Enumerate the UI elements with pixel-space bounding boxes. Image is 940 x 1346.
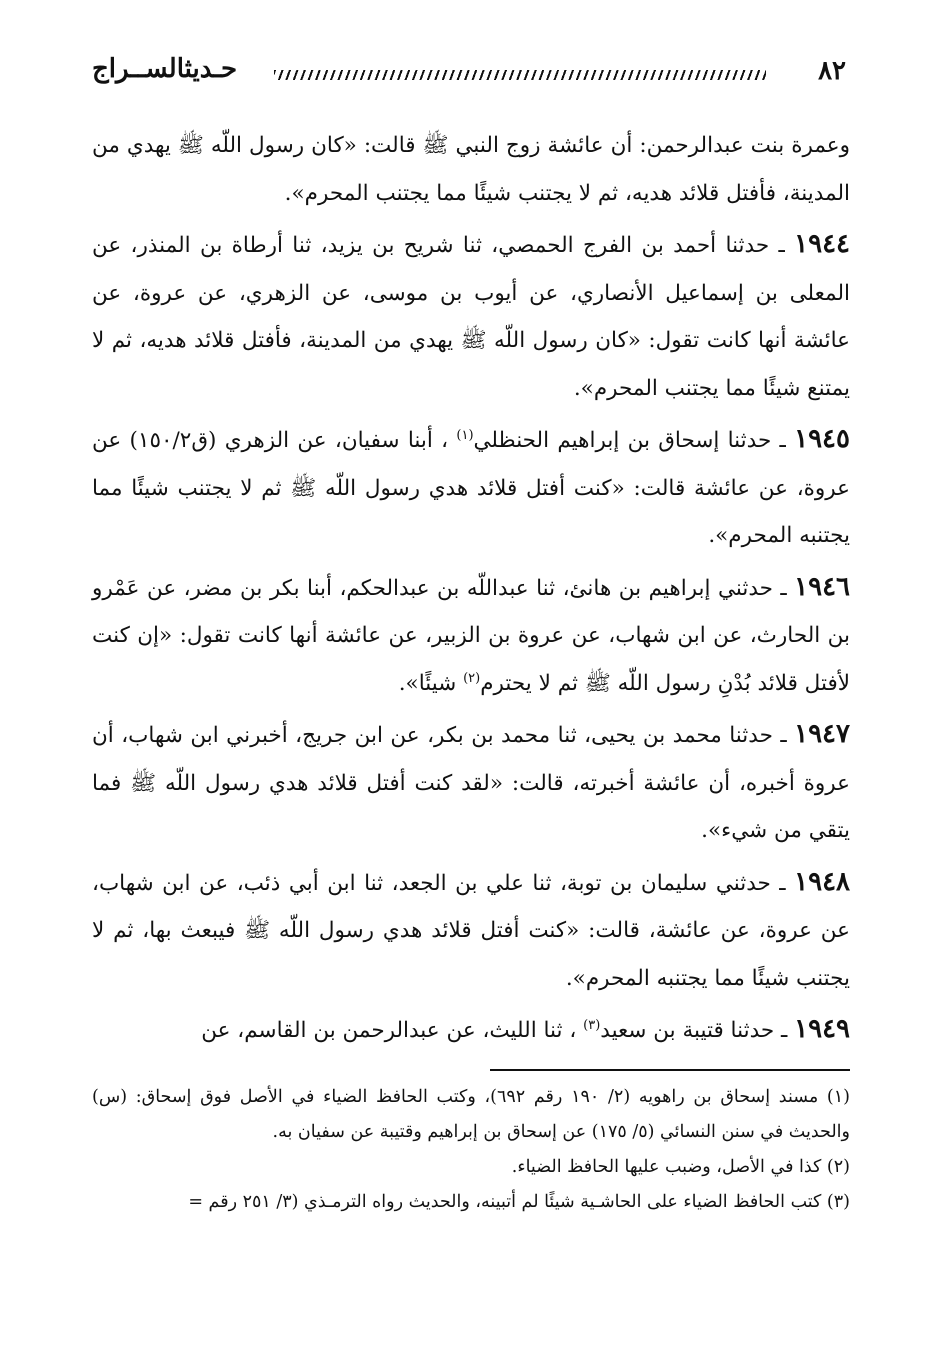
hadith-1947 bbox=[92, 711, 850, 855]
footnotes bbox=[92, 1080, 850, 1220]
footnote-2: (٢) كذا في الأصل، وضبب عليها الحافظ الضياء. bbox=[511, 1157, 850, 1177]
footnote-ref[interactable]: (٣) bbox=[583, 1017, 601, 1033]
hadith-number: ١٩٤٥ bbox=[794, 424, 850, 454]
hadith-number: ١٩٤٩ bbox=[794, 1014, 850, 1044]
running-title: حـديثالســراج bbox=[92, 54, 238, 84]
hadith-number: ١٩٤٤ bbox=[794, 229, 850, 259]
footnote-3: (٣) كتب الحافظ الضياء على الحاشـية شيئًا لم أتبينه، والحديث رواه الترمـذي (٣/ ٢٥١ رقم = bbox=[188, 1192, 850, 1212]
paragraph-text: ـ حدثنا إسحاق بن إبراهيم الحنظلي bbox=[473, 428, 786, 453]
footnote-ref[interactable]: (١) bbox=[456, 427, 474, 443]
main-text bbox=[92, 122, 850, 1055]
hadith-1948 bbox=[92, 859, 850, 1003]
paragraph-text: ـ حدثني سليمان بن توبة، ثنا علي بن الجعد، ثنا ابن أبي ذئب، عن ابن شهاب، عن عروة، عن عائشة، قالت: «كنت أفتل قلائد هدي رسول اللّه ﷺ فيبعث بها، ثم لا يجتنب شيئًا مما يجتنبه المحرم». bbox=[92, 870, 850, 991]
paragraph-text: وعمرة بنت عبدالرحمن: أن عائشة زوج النبي ﷺ قالت: «كان رسول اللّه ﷺ يهدي من المدينة، فأفتل قلائد هديه، ثم لا يجتنب شيئًا مما يجتنب المحرم». bbox=[92, 133, 850, 206]
paragraph-text: شيئًا». bbox=[398, 670, 457, 696]
hadith-1946 bbox=[92, 564, 850, 708]
hadith-1945 bbox=[92, 416, 850, 560]
hadith-1949 bbox=[92, 1006, 850, 1055]
page-header bbox=[92, 46, 850, 94]
book-page bbox=[92, 46, 851, 1212]
hadith-1944 bbox=[92, 221, 850, 412]
paragraph-text: ، أبنا سفيان، عن الزهري (ق١٥٠/٢) عن عروة، عن عائشة قالت: «كنت أفتل قلائد هدي رسول اللّه ﷺ ثم لا يجتنب شيئًا مما يجتنبه المحرم». bbox=[92, 428, 850, 548]
paragraph-text: ـ حدثنا أحمد بن الفرج الحمصي، ثنا شريح بن يزيد، ثنا أرطاة بن المنذر، عن المعلى بن إسماعيل الأنصاري، عن أيوب بن موسى، عن الزهري، عن عروة، عن عائشة أنها كانت تقول: «كان رسول اللّه ﷺ يهدي من المدينة، فأفتل قلائد هديه، ثم لا يمتنع شيئًا مما يجتنب المحرم». bbox=[92, 233, 850, 401]
page-number: ٨٢ bbox=[818, 56, 846, 86]
footnote-separator bbox=[490, 1069, 850, 1071]
hadith-number: ١٩٤٨ bbox=[794, 866, 850, 897]
hadith-number: ١٩٤٦ bbox=[794, 571, 851, 602]
paragraph-text: ـ حدثنا محمد بن يحيى، ثنا محمد بن بكر، عن ابن جريج، أخبرني ابن شهاب، أن عروة أخبره، أن عائشة أخبرته، قالت: «لقد كنت أفتل قلائد هدي رسول اللّه ﷺ فما يتقي من شيء». bbox=[92, 723, 850, 843]
paragraph-continuation bbox=[92, 122, 850, 217]
footnote-ref[interactable]: (٢) bbox=[463, 670, 481, 686]
paragraph-text: ـ حدثني إبراهيم بن هانئ، ثنا عبداللّه بن عبدالحكم، أبنا بكر بن مضر، عن عَمْرو بن الحارث، عن ابن شهاب، عن عروة بن الزبير، عن عائشة أنها كانت تقول: «إن كنت لأفتل قلائد بُدْنِ رسول اللّه ﷺ ثم لا يحترم bbox=[92, 575, 850, 696]
paragraph-text: ، ثنا الليث، عن عبدالرحمن بن القاسم، عن bbox=[201, 1018, 577, 1043]
header-decorative-rule bbox=[274, 70, 766, 80]
hadith-number: ١٩٤٧ bbox=[794, 719, 850, 749]
footnote-1: (١) مسند إسحاق بن راهويه (٢/ ١٩٠ رقم ٦٩٢)، وكتب الحافظ الضياء في الأصل فوق إسحاق: (س) والحديث في سنن النسائي (٥/ ١٧٥) عن إسحاق بن إبراهيم وقتيبة عن سفيان به. bbox=[92, 1087, 850, 1142]
paragraph-text: ـ حدثنا قتيبة بن سعيد bbox=[600, 1018, 788, 1043]
